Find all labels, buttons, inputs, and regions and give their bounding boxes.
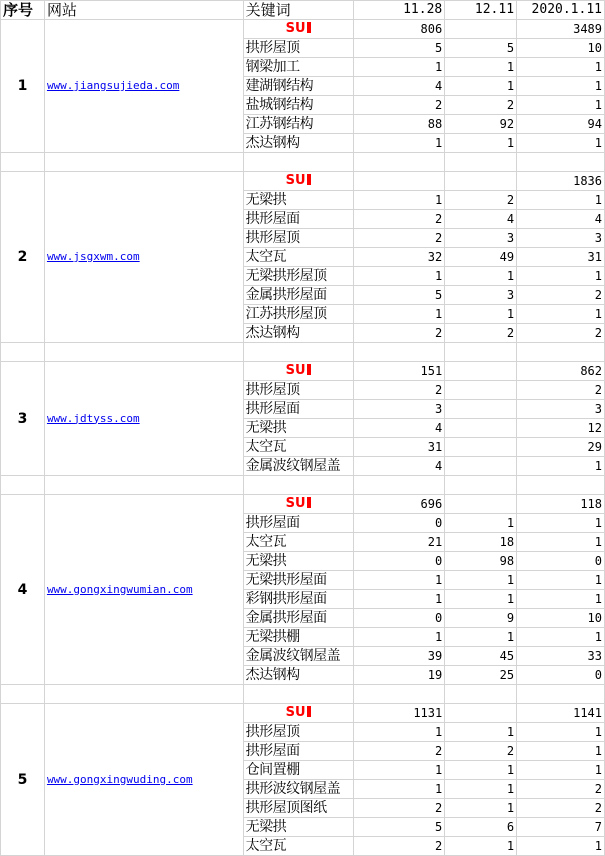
- sum-value-2[interactable]: [445, 20, 517, 39]
- keyword-cell[interactable]: 无梁拱: [243, 419, 353, 438]
- value-cell-2[interactable]: 1: [445, 305, 517, 324]
- value-cell-1[interactable]: 0: [353, 609, 445, 628]
- sum-label-glyph: [307, 22, 311, 33]
- row-seq[interactable]: 3: [1, 362, 45, 476]
- blank-cell[interactable]: [353, 153, 445, 172]
- blank-cell[interactable]: [445, 476, 517, 495]
- blank-cell[interactable]: [243, 685, 353, 704]
- value-cell-1[interactable]: 0: [353, 514, 445, 533]
- value-cell-3[interactable]: 4: [517, 210, 605, 229]
- keyword-cell[interactable]: 金属波纹钢屋盖: [243, 457, 353, 476]
- row-seq[interactable]: 2: [1, 172, 45, 343]
- keyword-cell[interactable]: 拱形屋顶图纸: [243, 799, 353, 818]
- value-cell-1[interactable]: 5: [353, 39, 445, 58]
- value-cell-2[interactable]: 2: [445, 191, 517, 210]
- row-seq[interactable]: 1: [1, 20, 45, 153]
- value-cell-2[interactable]: 1: [445, 723, 517, 742]
- sum-label: SU: [285, 363, 306, 378]
- value-cell-1[interactable]: 1: [353, 590, 445, 609]
- blank-cell[interactable]: [517, 153, 605, 172]
- value-cell-1[interactable]: 2: [353, 324, 445, 343]
- value-cell-2[interactable]: [445, 400, 517, 419]
- keyword-cell[interactable]: 金属拱形屋面: [243, 286, 353, 305]
- row-seq[interactable]: 4: [1, 495, 45, 685]
- keyword-cell[interactable]: 拱形波纹钢屋盖: [243, 780, 353, 799]
- keyword-cell[interactable]: 拱形屋顶: [243, 229, 353, 248]
- keyword-cell[interactable]: 江苏拱形屋顶: [243, 305, 353, 324]
- sum-label-cell[interactable]: [243, 20, 353, 39]
- value-cell-2[interactable]: 1: [445, 837, 517, 856]
- keyword-cell[interactable]: 江苏钢结构: [243, 115, 353, 134]
- sum-value-3[interactable]: 118: [517, 495, 605, 514]
- sum-row: [1, 172, 605, 191]
- value-cell-1[interactable]: 5: [353, 286, 445, 305]
- value-cell-2[interactable]: 1: [445, 58, 517, 77]
- blank-cell[interactable]: [353, 343, 445, 362]
- value-cell-2[interactable]: 1: [445, 628, 517, 647]
- value-cell-1[interactable]: 3: [353, 400, 445, 419]
- value-cell-2[interactable]: 25: [445, 666, 517, 685]
- blank-cell[interactable]: [353, 476, 445, 495]
- value-cell-2[interactable]: 3: [445, 286, 517, 305]
- value-cell-2[interactable]: 45: [445, 647, 517, 666]
- blank-row: [1, 343, 605, 362]
- blank-cell[interactable]: [517, 343, 605, 362]
- value-cell-1[interactable]: 1: [353, 723, 445, 742]
- sum-value-2[interactable]: [445, 172, 517, 191]
- value-cell-3[interactable]: 31: [517, 248, 605, 267]
- value-cell-3[interactable]: 1: [517, 533, 605, 552]
- value-cell-2[interactable]: 1: [445, 134, 517, 153]
- keyword-cell[interactable]: 太空瓦: [243, 438, 353, 457]
- value-cell-1[interactable]: 4: [353, 77, 445, 96]
- value-cell-3[interactable]: 2: [517, 799, 605, 818]
- value-cell-3[interactable]: 1: [517, 58, 605, 77]
- keyword-cell[interactable]: 无梁拱: [243, 818, 353, 837]
- keyword-cell[interactable]: 拱形屋顶: [243, 381, 353, 400]
- keyword-cell[interactable]: 金属拱形屋面: [243, 609, 353, 628]
- value-cell-3[interactable]: 33: [517, 647, 605, 666]
- value-cell-2[interactable]: 1: [445, 590, 517, 609]
- value-cell-3[interactable]: 1: [517, 305, 605, 324]
- value-cell-1[interactable]: 1: [353, 761, 445, 780]
- keyword-cell[interactable]: 无梁拱形屋顶: [243, 267, 353, 286]
- value-cell-3[interactable]: 1: [517, 96, 605, 115]
- sum-row: [1, 495, 605, 514]
- value-cell-3[interactable]: 0: [517, 552, 605, 571]
- blank-cell[interactable]: [44, 153, 243, 172]
- value-cell-2[interactable]: [445, 381, 517, 400]
- value-cell-3[interactable]: 3: [517, 400, 605, 419]
- value-cell-3[interactable]: 1: [517, 590, 605, 609]
- value-cell-1[interactable]: 32: [353, 248, 445, 267]
- blank-cell[interactable]: [1, 685, 45, 704]
- value-cell-1[interactable]: 1: [353, 571, 445, 590]
- sum-row: [1, 20, 605, 39]
- value-cell-2[interactable]: 92: [445, 115, 517, 134]
- value-cell-1[interactable]: 2: [353, 96, 445, 115]
- value-cell-3[interactable]: 1: [517, 628, 605, 647]
- value-cell-2[interactable]: 98: [445, 552, 517, 571]
- keyword-cell[interactable]: 金属波纹钢屋盖: [243, 647, 353, 666]
- keyword-cell[interactable]: 杰达钢构: [243, 134, 353, 153]
- sum-value-1[interactable]: 1131: [353, 704, 445, 723]
- value-cell-2[interactable]: 1: [445, 799, 517, 818]
- sum-value-2[interactable]: [445, 704, 517, 723]
- value-cell-3[interactable]: 1: [517, 761, 605, 780]
- value-cell-3[interactable]: 2: [517, 324, 605, 343]
- blank-cell[interactable]: [445, 153, 517, 172]
- value-cell-1[interactable]: 1: [353, 305, 445, 324]
- value-cell-2[interactable]: 1: [445, 514, 517, 533]
- value-cell-2[interactable]: 3: [445, 229, 517, 248]
- value-cell-1[interactable]: 2: [353, 799, 445, 818]
- blank-row: [1, 685, 605, 704]
- value-cell-1[interactable]: 21: [353, 533, 445, 552]
- value-cell-3[interactable]: 1: [517, 742, 605, 761]
- keyword-cell[interactable]: 拱形屋面: [243, 210, 353, 229]
- keyword-cell[interactable]: 拱形屋顶: [243, 39, 353, 58]
- blank-cell[interactable]: [243, 153, 353, 172]
- site-link[interactable]: www.gongxingwumian.com: [46, 582, 193, 596]
- keyword-cell[interactable]: 无梁拱形屋面: [243, 571, 353, 590]
- value-cell-2[interactable]: 1: [445, 267, 517, 286]
- value-cell-2[interactable]: 2: [445, 96, 517, 115]
- blank-cell[interactable]: [44, 685, 243, 704]
- sum-label: SU: [285, 21, 306, 36]
- header-seq[interactable]: 序号: [1, 1, 45, 20]
- value-cell-1[interactable]: 2: [353, 229, 445, 248]
- value-cell-3[interactable]: 12: [517, 419, 605, 438]
- header-date-1[interactable]: 11.28: [353, 1, 445, 20]
- value-cell-1[interactable]: 4: [353, 457, 445, 476]
- sum-value-1[interactable]: 696: [353, 495, 445, 514]
- sum-label: SU: [285, 496, 306, 511]
- value-cell-1[interactable]: 5: [353, 818, 445, 837]
- value-cell-1[interactable]: 0: [353, 552, 445, 571]
- sum-value-1[interactable]: 151: [353, 362, 445, 381]
- value-cell-1[interactable]: 2: [353, 837, 445, 856]
- sum-value-3[interactable]: 1836: [517, 172, 605, 191]
- value-cell-2[interactable]: 6: [445, 818, 517, 837]
- sum-label: SU: [285, 705, 306, 720]
- site-link[interactable]: www.jdtyss.com: [46, 411, 140, 425]
- blank-row: [1, 476, 605, 495]
- header-date-2[interactable]: 12.11: [445, 1, 517, 20]
- value-cell-1[interactable]: 4: [353, 419, 445, 438]
- site-cell[interactable]: [44, 495, 243, 685]
- blank-cell[interactable]: [44, 476, 243, 495]
- sum-value-3[interactable]: 3489: [517, 20, 605, 39]
- value-cell-1[interactable]: 2: [353, 381, 445, 400]
- value-cell-1[interactable]: 1: [353, 191, 445, 210]
- value-cell-1[interactable]: 1: [353, 628, 445, 647]
- blank-cell[interactable]: [517, 685, 605, 704]
- sum-value-2[interactable]: [445, 362, 517, 381]
- value-cell-3[interactable]: 1: [517, 134, 605, 153]
- site-link[interactable]: www.gongxingwuding.com: [46, 772, 193, 786]
- sum-label: SU: [285, 173, 306, 188]
- blank-cell[interactable]: [517, 476, 605, 495]
- value-cell-3[interactable]: 0: [517, 666, 605, 685]
- value-cell-2[interactable]: 9: [445, 609, 517, 628]
- value-cell-1[interactable]: 1: [353, 780, 445, 799]
- sum-label-cell[interactable]: [243, 495, 353, 514]
- row-seq[interactable]: 5: [1, 704, 45, 856]
- sum-value-3[interactable]: 862: [517, 362, 605, 381]
- site-cell[interactable]: [44, 20, 243, 153]
- keyword-cell[interactable]: 彩钢拱形屋面: [243, 590, 353, 609]
- site-link[interactable]: www.jiangsujieda.com: [46, 79, 180, 92]
- keyword-cell[interactable]: 太空瓦: [243, 248, 353, 267]
- value-cell-2[interactable]: [445, 419, 517, 438]
- value-cell-3[interactable]: 2: [517, 381, 605, 400]
- value-cell-2[interactable]: 49: [445, 248, 517, 267]
- blank-cell[interactable]: [44, 343, 243, 362]
- keyword-cell[interactable]: 拱形屋面: [243, 514, 353, 533]
- sum-label-glyph: [307, 364, 311, 375]
- keyword-cell[interactable]: 建湖钢结构: [243, 77, 353, 96]
- value-cell-1[interactable]: 39: [353, 647, 445, 666]
- sum-value-2[interactable]: [445, 495, 517, 514]
- value-cell-1[interactable]: 31: [353, 438, 445, 457]
- value-cell-1[interactable]: 19: [353, 666, 445, 685]
- blank-cell[interactable]: [1, 153, 45, 172]
- keyword-cell[interactable]: 无梁拱: [243, 191, 353, 210]
- value-cell-3[interactable]: 10: [517, 39, 605, 58]
- value-cell-2[interactable]: 18: [445, 533, 517, 552]
- site-cell[interactable]: [44, 362, 243, 476]
- keyword-cell[interactable]: 杰达钢构: [243, 324, 353, 343]
- header-site[interactable]: 网站: [44, 1, 243, 20]
- keyword-cell[interactable]: 仓间置棚: [243, 761, 353, 780]
- blank-cell[interactable]: [445, 685, 517, 704]
- value-cell-3[interactable]: 1: [517, 723, 605, 742]
- value-cell-3[interactable]: 7: [517, 818, 605, 837]
- blank-cell[interactable]: [243, 476, 353, 495]
- blank-row: [1, 153, 605, 172]
- keyword-cell[interactable]: 太空瓦: [243, 533, 353, 552]
- value-cell-2[interactable]: 1: [445, 77, 517, 96]
- value-cell-2[interactable]: 2: [445, 742, 517, 761]
- sum-row: [1, 362, 605, 381]
- keyword-cell[interactable]: 无梁拱棚: [243, 628, 353, 647]
- value-cell-2[interactable]: 1: [445, 761, 517, 780]
- value-cell-3[interactable]: 2: [517, 780, 605, 799]
- keyword-cell[interactable]: 太空瓦: [243, 837, 353, 856]
- site-link[interactable]: www.jsgxwm.com: [46, 250, 140, 263]
- sum-value-3[interactable]: 1141: [517, 704, 605, 723]
- value-cell-2[interactable]: [445, 438, 517, 457]
- value-cell-3[interactable]: 94: [517, 115, 605, 134]
- value-cell-1[interactable]: 2: [353, 210, 445, 229]
- sum-row: [1, 704, 605, 723]
- value-cell-3[interactable]: 1: [517, 457, 605, 476]
- sum-label-glyph: [307, 497, 311, 508]
- value-cell-2[interactable]: 2: [445, 324, 517, 343]
- blank-cell[interactable]: [445, 343, 517, 362]
- value-cell-3[interactable]: 10: [517, 609, 605, 628]
- keyword-cell[interactable]: 盐城钢结构: [243, 96, 353, 115]
- value-cell-2[interactable]: [445, 457, 517, 476]
- sum-value-1[interactable]: [353, 172, 445, 191]
- value-cell-1[interactable]: 1: [353, 58, 445, 77]
- sum-label-glyph: [307, 174, 311, 185]
- keyword-cell[interactable]: 拱形屋面: [243, 400, 353, 419]
- blank-cell[interactable]: [243, 343, 353, 362]
- value-cell-3[interactable]: 3: [517, 229, 605, 248]
- value-cell-2[interactable]: 1: [445, 571, 517, 590]
- value-cell-2[interactable]: 1: [445, 780, 517, 799]
- value-cell-3[interactable]: 1: [517, 837, 605, 856]
- sum-label-cell[interactable]: [243, 704, 353, 723]
- value-cell-1[interactable]: 2: [353, 742, 445, 761]
- sum-value-1[interactable]: 806: [353, 20, 445, 39]
- keyword-cell[interactable]: 拱形屋顶: [243, 723, 353, 742]
- value-cell-2[interactable]: 4: [445, 210, 517, 229]
- value-cell-3[interactable]: 1: [517, 514, 605, 533]
- value-cell-3[interactable]: 1: [517, 571, 605, 590]
- value-cell-1[interactable]: 88: [353, 115, 445, 134]
- value-cell-3[interactable]: 1: [517, 77, 605, 96]
- keyword-cell[interactable]: 拱形屋面: [243, 742, 353, 761]
- value-cell-1[interactable]: 1: [353, 134, 445, 153]
- site-cell[interactable]: [44, 704, 243, 856]
- header-row: [1, 1, 605, 20]
- site-cell[interactable]: [44, 172, 243, 343]
- sum-label-glyph: [307, 706, 311, 717]
- value-cell-3[interactable]: 1: [517, 267, 605, 286]
- blank-cell[interactable]: [1, 476, 45, 495]
- value-cell-3[interactable]: 2: [517, 286, 605, 305]
- blank-cell[interactable]: [353, 685, 445, 704]
- header-keyword[interactable]: 关键词: [243, 1, 353, 20]
- sum-label-cell[interactable]: [243, 362, 353, 381]
- sum-label-cell[interactable]: [243, 172, 353, 191]
- value-cell-2[interactable]: 5: [445, 39, 517, 58]
- keyword-cell[interactable]: 杰达钢构: [243, 666, 353, 685]
- value-cell-1[interactable]: 1: [353, 267, 445, 286]
- blank-cell[interactable]: [1, 343, 45, 362]
- value-cell-3[interactable]: 29: [517, 438, 605, 457]
- header-date-3[interactable]: 2020.1.11: [517, 1, 605, 20]
- keyword-cell[interactable]: 钢梁加工: [243, 58, 353, 77]
- keyword-cell[interactable]: 无梁拱: [243, 552, 353, 571]
- value-cell-3[interactable]: 1: [517, 191, 605, 210]
